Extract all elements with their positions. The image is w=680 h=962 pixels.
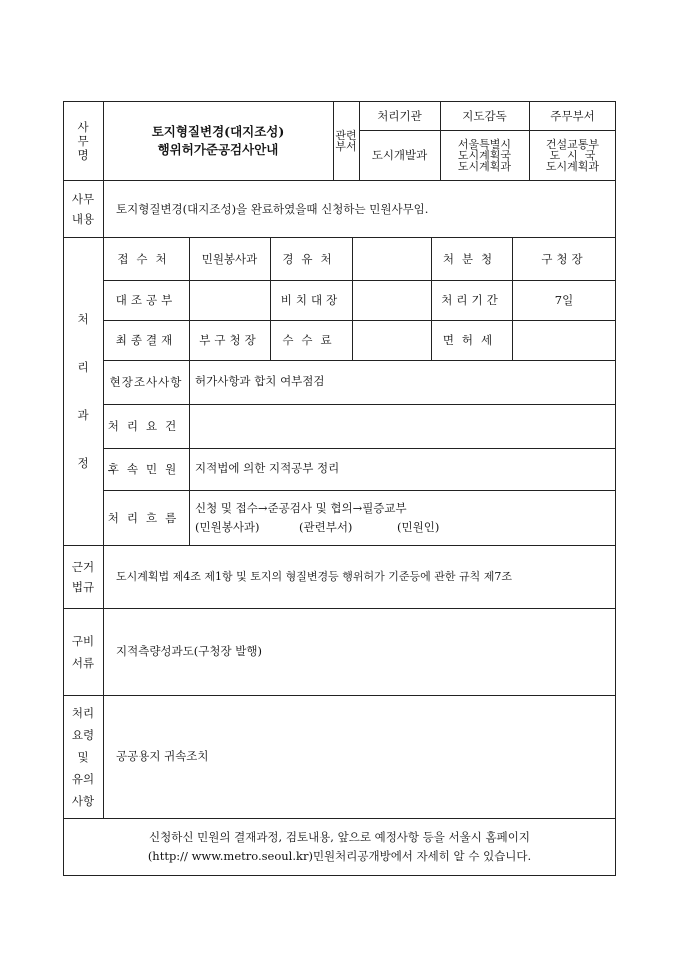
supervision-value: 서울특별시 도시계획국 도시계획과 — [457, 137, 512, 173]
fee-label: 수수료 — [282, 333, 340, 347]
license-tax-value — [512, 320, 616, 360]
ledger-label: 대조공부 — [115, 293, 177, 307]
notes-label: 처리 요령 및 유의 사항 — [71, 705, 95, 808]
final-value: 부구청장 — [199, 333, 260, 347]
col-supervision: 지도감독 — [462, 108, 507, 123]
related-dept-label: 관련 부서 — [335, 128, 357, 153]
follow-up-label: 후속민원 — [107, 462, 185, 476]
site-survey-label: 현장조사사항 — [109, 375, 183, 389]
documents-text: 지적측량성과도(구청장 발행) — [116, 644, 262, 658]
final-label: 최종결재 — [115, 333, 177, 347]
work-content-text: 토지형질변경(대지조성)을 완료하였을때 신청하는 민원사무임. — [116, 202, 429, 216]
period-value: 7일 — [554, 293, 574, 307]
col-main-dept: 주무부서 — [550, 108, 595, 123]
disposal-label: 처분청 — [442, 251, 501, 266]
ledger-value — [189, 280, 270, 320]
period-label: 처리기간 — [441, 293, 502, 307]
samu-label: 사 무 명 — [77, 119, 89, 162]
main-dept-value: 건설교통부 도 시 국 도시계획과 — [545, 137, 600, 173]
via-label: 경유처 — [282, 251, 340, 266]
page-title: 토지형질변경(대지조성) 행위허가준공검사안내 — [151, 123, 285, 157]
reception-label: 접수처 — [117, 251, 175, 266]
follow-up-value: 지적법에 의한 지적공부 정리 — [195, 461, 340, 475]
col-processing-agency: 처리기관 — [377, 108, 422, 123]
requirements-label: 처리요건 — [107, 419, 185, 433]
flow-step1: (민원봉사과) — [195, 520, 260, 534]
notes-text: 공공용지 귀속조치 — [116, 749, 209, 763]
kept-label: 비치대장 — [280, 293, 342, 307]
reception-value: 민원봉사과 — [201, 251, 258, 266]
footer-notice: 신청하신 민원의 결재과정, 검토내용, 앞으로 예정사항 등을 서울시 홈페이지 (http:// www.metro.seoul.kr)민원처리공개방에서 자세히 알 수 있습니다. — [147, 830, 532, 863]
flow-step2: (관련부서) — [299, 520, 353, 534]
disposal-value: 구청장 — [541, 251, 587, 266]
processing-agency-value: 도시개발과 — [371, 148, 428, 162]
kept-value — [352, 280, 431, 320]
fee-value — [352, 320, 431, 360]
site-survey-value: 허가사항과 합치 여부점검 — [195, 374, 325, 388]
flow-step3: (민원인) — [397, 520, 440, 534]
work-content-label: 사무 내용 — [71, 191, 95, 226]
process-label: 처 리 과 정 — [77, 312, 89, 470]
legal-basis-label: 근거 법규 — [71, 559, 95, 594]
documents-label: 구비 서류 — [71, 633, 95, 670]
via-value — [352, 237, 431, 280]
legal-basis-text: 도시계획법 제4조 제1항 및 토지의 형질변경등 행위허가 기준등에 관한 규칙 제7조 — [116, 570, 512, 583]
flow-label: 처리흐름 — [107, 510, 185, 525]
license-tax-label: 면허세 — [442, 333, 501, 347]
flow-line1: 신청 및 접수→준공검사 및 협의→필증교부 — [195, 501, 407, 515]
